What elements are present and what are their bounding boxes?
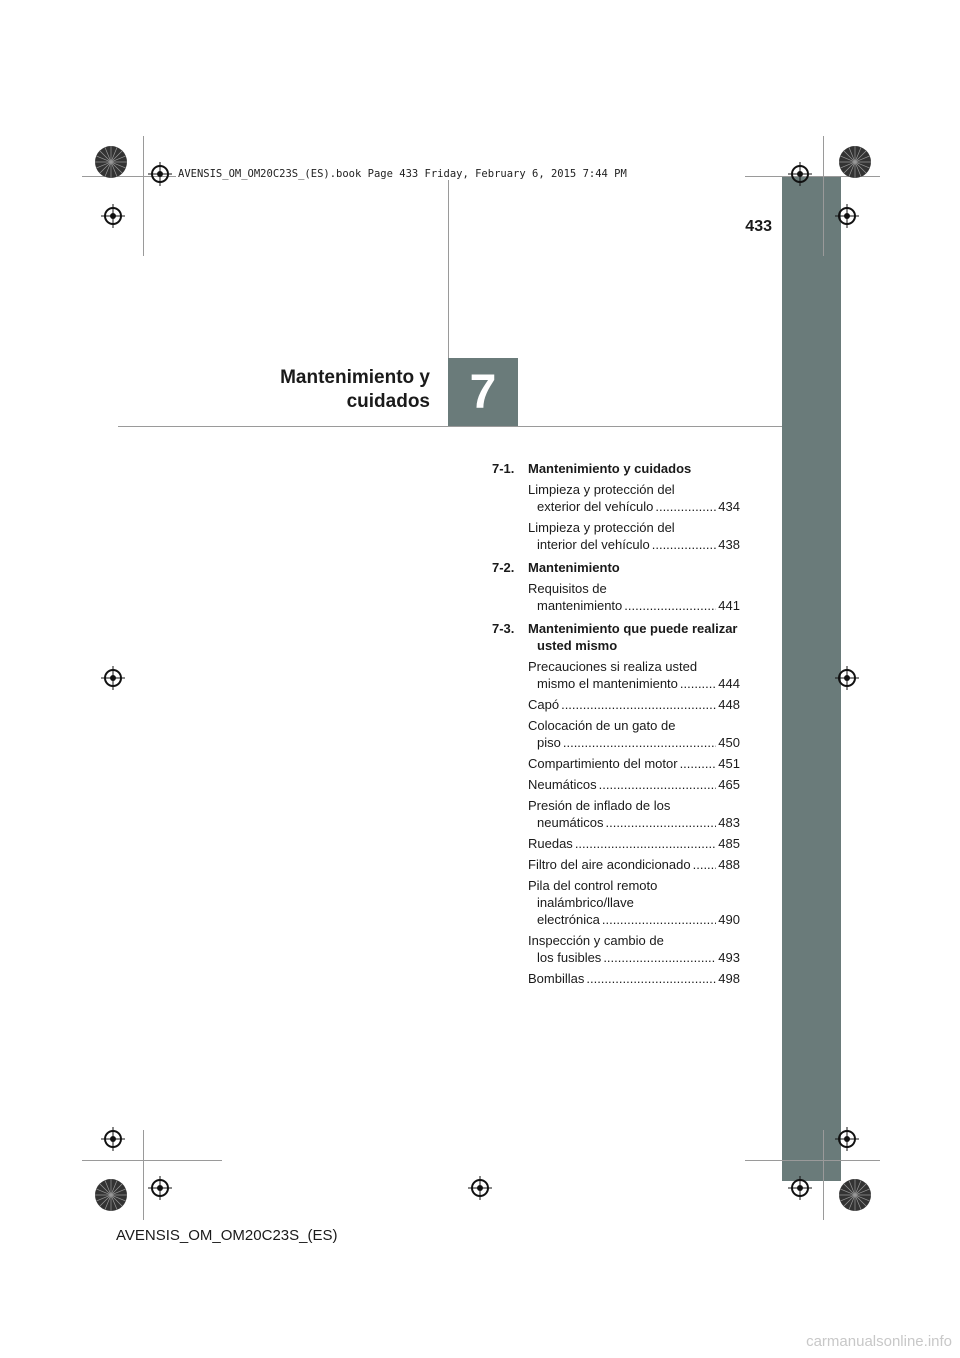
toc-entry-text: interior del vehículo — [537, 537, 650, 552]
toc-entry-line — [528, 580, 740, 597]
toc-page-number: 465 — [718, 777, 740, 792]
toc-leader-dots — [561, 696, 716, 713]
toc-entry-text: Requisitos de — [528, 581, 607, 596]
crop-line — [745, 1160, 880, 1161]
toc-leader-dots — [693, 856, 717, 873]
toc-section-title: Mantenimiento que puede realizar usted mismo — [528, 621, 738, 653]
toc-entry[interactable] — [528, 717, 740, 751]
toc-section-number: 7-3. — [492, 621, 515, 636]
registration-mark-icon — [835, 1127, 859, 1151]
registration-mark-icon — [835, 204, 859, 228]
print-starburst-icon — [94, 145, 128, 179]
toc-entry-line — [528, 696, 740, 713]
toc-entry[interactable] — [528, 755, 740, 772]
toc-section-title: Mantenimiento y cuidados — [528, 461, 692, 476]
toc-section — [492, 559, 740, 576]
toc-entry-line — [528, 675, 740, 692]
toc-entry-line — [528, 498, 740, 515]
toc-entry-text: piso — [537, 735, 561, 750]
toc-entry-line — [528, 911, 740, 928]
toc-entry-line — [528, 797, 740, 814]
toc-leader-dots — [624, 597, 716, 614]
toc-leader-dots — [575, 835, 716, 852]
toc-leader-dots — [563, 734, 716, 751]
toc-leader-dots — [680, 675, 716, 692]
toc-section-number: 7-1. — [492, 461, 515, 476]
toc-leader-dots — [655, 498, 716, 515]
crop-line — [823, 1130, 824, 1220]
toc-entry-line — [528, 519, 740, 536]
toc-entry-text: Bombillas — [528, 971, 585, 986]
toc-leader-dots — [586, 970, 716, 987]
toc-page-number: 451 — [718, 756, 740, 771]
toc-entry-text: electrónica — [537, 912, 600, 927]
toc-entry-text: Precauciones si realiza usted — [528, 659, 698, 674]
toc-entry-line — [528, 755, 740, 772]
toc-page-number: 483 — [718, 815, 740, 830]
toc-entry-text: inalámbrico/llave — [537, 895, 634, 910]
toc-leader-dots — [652, 536, 717, 553]
toc-entry[interactable] — [528, 658, 740, 692]
toc-leader-dots — [603, 949, 716, 966]
registration-mark-icon — [148, 162, 172, 186]
crop-line — [143, 1130, 144, 1220]
toc-section — [492, 620, 740, 654]
toc-entry-line — [528, 734, 740, 751]
toc-entry[interactable] — [528, 481, 740, 515]
toc-section-title: Mantenimiento — [528, 560, 620, 575]
toc-entry-line — [528, 877, 740, 894]
chapter-title-line: cuidados — [346, 391, 430, 412]
toc-entry-text: Limpieza y protección del — [528, 482, 675, 497]
chapter-divider-line — [118, 426, 782, 427]
toc-page-number: 444 — [718, 676, 740, 691]
registration-mark-icon — [101, 666, 125, 690]
chapter-title — [280, 366, 430, 414]
toc-page-number: 498 — [718, 971, 740, 986]
toc-entry-text: Capó — [528, 697, 560, 712]
toc-entry-line — [528, 894, 740, 911]
toc-entry-text: Limpieza y protección del — [528, 520, 675, 535]
chapter-side-tab — [782, 176, 841, 1181]
toc-entry-line — [528, 856, 740, 873]
toc-entry[interactable] — [528, 519, 740, 553]
toc-entry-text: exterior del vehículo — [537, 499, 654, 514]
footer-text: AVENSIS_OM_OM20C23S_(ES) — [116, 1227, 338, 1244]
watermark: carmanualsonline.info — [806, 1333, 952, 1350]
registration-mark-icon — [148, 1176, 172, 1200]
print-starburst-icon — [838, 1178, 872, 1212]
toc-leader-dots — [599, 776, 717, 793]
toc-page-number: 450 — [718, 735, 740, 750]
toc-entry-text: Presión de inflado de los — [528, 798, 671, 813]
chapter-number-box: 7 — [448, 358, 518, 426]
toc-entry-line — [528, 536, 740, 553]
toc-entry-text: Filtro del aire acondicionado — [528, 857, 691, 872]
toc-entry-text: mantenimiento — [537, 598, 623, 613]
toc-entry[interactable] — [528, 835, 740, 852]
toc-entry-line — [528, 597, 740, 614]
registration-mark-icon — [788, 162, 812, 186]
crop-line — [823, 136, 824, 256]
toc-entry-text: Pila del control remoto — [528, 878, 658, 893]
toc-page-number: 434 — [718, 499, 740, 514]
toc-section-number: 7-2. — [492, 560, 515, 575]
table-of-contents — [492, 460, 740, 987]
toc-leader-dots — [602, 911, 716, 928]
registration-mark-icon — [835, 666, 859, 690]
crop-line — [448, 176, 449, 358]
toc-entry[interactable] — [528, 797, 740, 831]
toc-entry[interactable] — [528, 856, 740, 873]
toc-entry[interactable] — [528, 696, 740, 713]
toc-entry-line — [528, 970, 740, 987]
toc-entry-text: Inspección y cambio de — [528, 933, 664, 948]
toc-page-number: 441 — [718, 598, 740, 613]
toc-page-number: 490 — [718, 912, 740, 927]
toc-page-number: 448 — [718, 697, 740, 712]
book-info-header: AVENSIS_OM_OM20C23S_(ES).book Page 433 Friday, February 6, 2015 7:44 PM — [178, 168, 627, 180]
toc-entry-line — [528, 658, 740, 675]
toc-leader-dots — [680, 755, 717, 772]
toc-entry-line — [528, 776, 740, 793]
toc-page-number: 438 — [718, 537, 740, 552]
toc-entry[interactable] — [528, 580, 740, 614]
page-number: 433 — [745, 218, 772, 235]
toc-entry[interactable] — [528, 776, 740, 793]
print-starburst-icon — [838, 145, 872, 179]
toc-entry-text: mismo el mantenimiento — [537, 676, 678, 691]
registration-mark-icon — [468, 1176, 492, 1200]
toc-entry-text: Colocación de un gato de — [528, 718, 676, 733]
registration-mark-icon — [101, 1127, 125, 1151]
toc-entry-line — [528, 932, 740, 949]
registration-mark-icon — [788, 1176, 812, 1200]
toc-entry-line — [528, 717, 740, 734]
toc-entry[interactable] — [528, 877, 740, 928]
print-starburst-icon — [94, 1178, 128, 1212]
toc-entry-line — [528, 835, 740, 852]
crop-line — [82, 1160, 222, 1161]
toc-entry-text: Compartimiento del motor — [528, 756, 678, 771]
toc-entry-text: los fusibles — [537, 950, 602, 965]
toc-entry-line — [528, 481, 740, 498]
chapter-title-line: Mantenimiento y — [280, 367, 430, 388]
toc-page-number: 485 — [718, 836, 740, 851]
toc-page-number: 493 — [718, 950, 740, 965]
toc-entry[interactable] — [528, 932, 740, 966]
registration-mark-icon — [101, 204, 125, 228]
crop-line — [143, 136, 144, 256]
toc-entry-line — [528, 949, 740, 966]
toc-entry-line — [528, 814, 740, 831]
toc-entry-text: neumáticos — [537, 815, 604, 830]
toc-entry-text: Neumáticos — [528, 777, 597, 792]
toc-page-number: 488 — [718, 857, 740, 872]
toc-entry[interactable] — [528, 970, 740, 987]
toc-leader-dots — [605, 814, 716, 831]
toc-entry-text: Ruedas — [528, 836, 573, 851]
toc-section — [492, 460, 740, 477]
